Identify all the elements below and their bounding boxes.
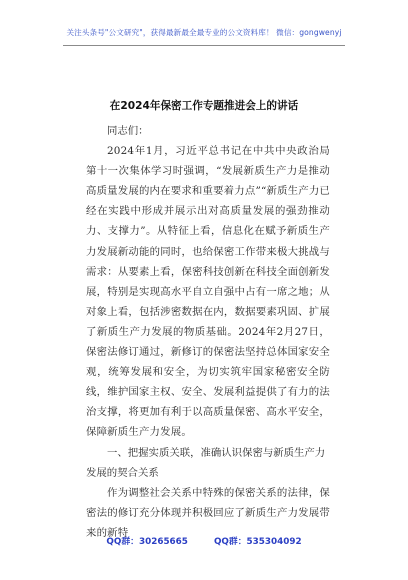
- header-note: 关注头条号"公文研究"，获得最新最全最专业的公文资料库！ 微信：gongwenyj: [66, 28, 342, 37]
- footer-contacts: [0, 534, 408, 547]
- footer-qq-group-2: QQ群：535304092: [213, 537, 302, 547]
- footer-qq-group-1: QQ群：30265665: [106, 537, 188, 547]
- salutation: 同志们：: [107, 125, 149, 137]
- document-body: [86, 121, 330, 543]
- header-divider: [63, 45, 345, 46]
- body-paragraph: 2024年1月，习近平总书记在中共中央政治局第十一次集体学习时强调，“发展新质生产力是推动高质量发展的内在要求和重要着力点”“新质生产力已经在实践中形成并展示出对高质量发展的强劲推动力、支撑力”。从特征上看，信息化在赋予新质生产力发展新动能的同时，也给保密工作带来极大挑战与需求：从要素上看，保密科技创新在科技全面创新发展，特别是实现高水平自立自强中占有一席之地；从对象上看，包括涉密数据在内，数据要素巩固、扩展了新质生产力发展的物质基础。2024年2月27日，保密法修订通过，新修订的保密法坚持总体国家安全观，统筹发展和安全，为切实筑牢国家秘密安全防线，维护国家主权、安全、发展利益提供了有力的法治支撑，将更加有利于以高质量保密、高水平安全，保障新质生产力发展。: [86, 145, 331, 439]
- section-heading: 一、把握实质关联，准确认识保密与新质生产力发展的契合关系: [86, 446, 326, 479]
- section-paragraph: 作为调整社会关系中特殊的保密关系的法律，保密法的修订充分体现并积极回应了新质生产力发展带来的新特: [86, 486, 330, 539]
- document-title: 在2024年保密工作专题推进会上的讲话: [109, 100, 299, 112]
